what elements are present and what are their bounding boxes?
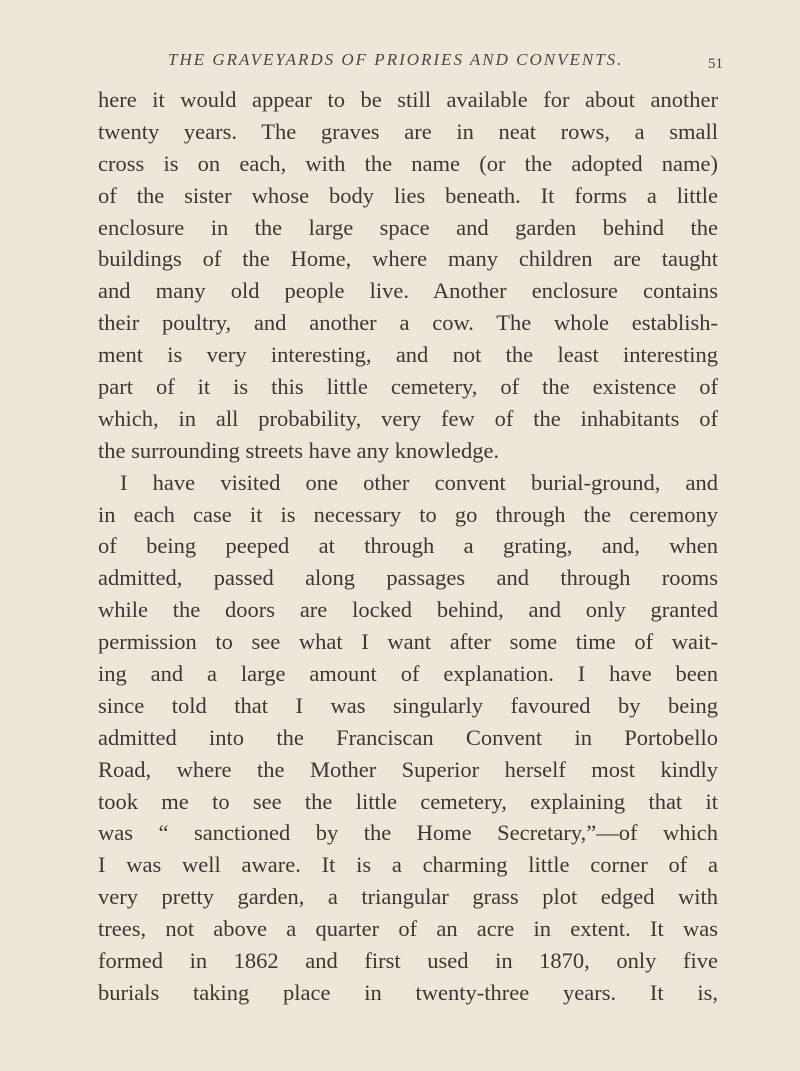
text-line: I was well aware. It is a charming little corner of a bbox=[98, 852, 718, 878]
text-line: since told that I was singularly favoured by being bbox=[98, 692, 718, 718]
text-line: very pretty garden, a triangular grass plot edged with bbox=[98, 884, 718, 910]
text-line: was “ sanctioned by the Home Secretary,”—of which bbox=[98, 820, 718, 846]
text-line: formed in 1862 and first used in 1870, only five bbox=[98, 948, 718, 974]
text-line: buildings of the Home, where many children are taught bbox=[98, 246, 718, 272]
text-line: of being peeped at through a grating, and, when bbox=[98, 533, 718, 559]
text-line: and many old people live. Another enclosure contains bbox=[98, 278, 718, 304]
text-line: their poultry, and another a cow. The whole establish- bbox=[98, 310, 718, 336]
text-line: of the sister whose body lies beneath. It forms a little bbox=[98, 182, 718, 208]
text-line: ing and a large amount of explanation. I have been bbox=[98, 661, 718, 687]
text-line: took me to see the little cemetery, explaining that it bbox=[98, 788, 718, 814]
running-head: THE GRAVEYARDS OF PRIORIES AND CONVENTS. bbox=[168, 50, 624, 69]
text-line: Road, where the Mother Superior herself most kindly bbox=[98, 756, 718, 782]
page-number: 51 bbox=[708, 56, 723, 72]
text-line: while the doors are locked behind, and only granted bbox=[98, 597, 718, 623]
text-line: trees, not above a quarter of an acre in extent. It was bbox=[98, 916, 718, 942]
text-line: burials taking place in twenty-three years. It is, bbox=[98, 979, 718, 1005]
text-line: the surrounding streets have any knowledge. bbox=[98, 437, 500, 463]
text-line: here it would appear to be still available for about another bbox=[98, 87, 718, 112]
text-line: permission to see what I want after some time of wait- bbox=[98, 629, 718, 655]
text-line: admitted, passed along passages and through rooms bbox=[98, 565, 718, 591]
text-line: part of it is this little cemetery, of the existence of bbox=[98, 374, 718, 400]
text-line: I have visited one other convent burial-ground, and bbox=[120, 469, 718, 495]
text-line: which, in all probability, very few of the inhabitants of bbox=[98, 405, 718, 431]
text-line: enclosure in the large space and garden behind the bbox=[98, 214, 718, 240]
body-text bbox=[98, 84, 718, 1009]
text-line: twenty years. The graves are in neat rows, a small bbox=[98, 118, 718, 144]
text-line: in each case it is necessary to go through the ceremony bbox=[98, 501, 718, 527]
text-line: admitted into the Franciscan Convent in Portobello bbox=[98, 724, 718, 750]
text-line: ment is very interesting, and not the least interesting bbox=[98, 342, 718, 368]
text-line: cross is on each, with the name (or the adopted name) bbox=[98, 150, 718, 176]
